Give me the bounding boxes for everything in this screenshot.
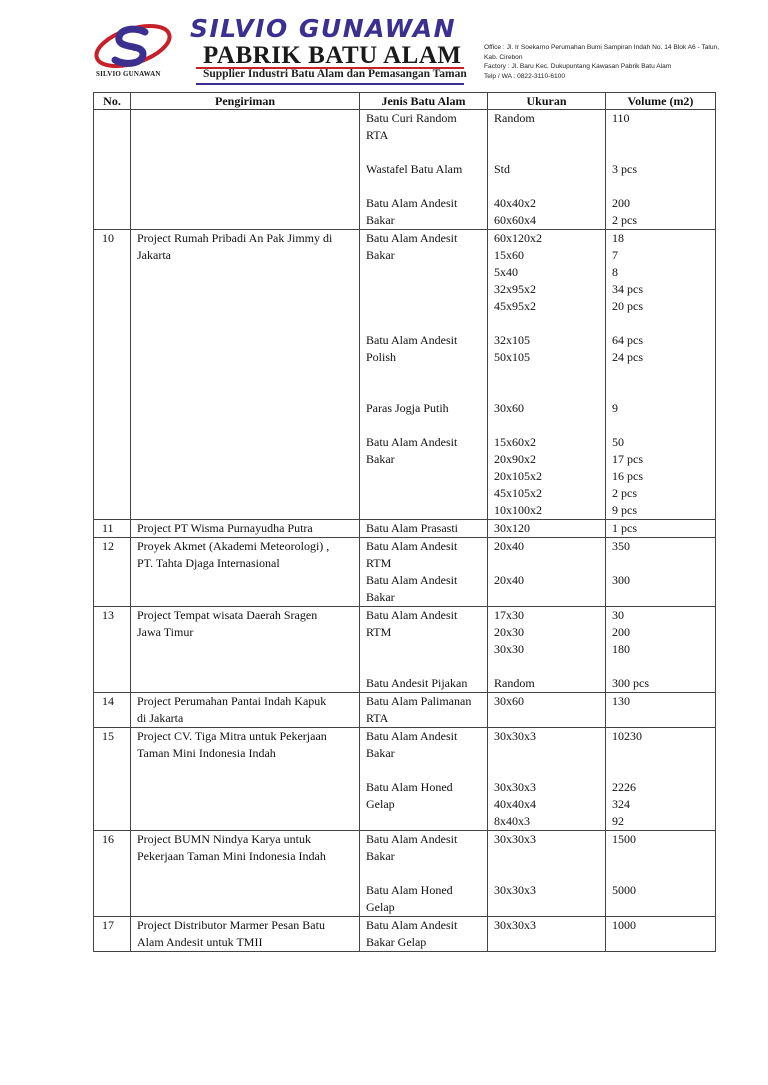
cell-pengiriman xyxy=(131,520,360,538)
table-row xyxy=(94,230,716,520)
cell-line: di Jakarta xyxy=(137,711,184,725)
logo-caption: SILVIO GUNAWAN xyxy=(96,70,161,78)
cell-line xyxy=(612,366,709,383)
cell-line: 92 xyxy=(612,814,624,828)
cell-line xyxy=(612,315,709,332)
cell-line xyxy=(366,178,481,195)
cell-line: 17x30 xyxy=(494,608,524,622)
brand-name: SILVIO GUNAWAN xyxy=(190,14,457,43)
cell-no: 10 xyxy=(94,230,131,520)
cell-line xyxy=(612,178,709,195)
cell-line: 32x105 xyxy=(494,333,530,347)
cell-no xyxy=(94,110,131,230)
cell-line: Std xyxy=(494,162,511,176)
cell-volume xyxy=(606,728,716,831)
cell-line: Random xyxy=(494,676,535,690)
delivery-table xyxy=(93,92,716,952)
cell-line xyxy=(366,281,481,298)
cell-line xyxy=(366,366,481,383)
cell-line: 20x40 xyxy=(494,539,524,553)
cell-line: 50x105 xyxy=(494,350,530,364)
cell-line: Batu Alam Prasasti xyxy=(366,521,458,535)
cell-line: Project Rumah Pribadi An Pak Jimmy di xyxy=(137,231,333,245)
cell-jenis xyxy=(360,917,488,952)
cell-line: 5000 xyxy=(612,883,636,897)
cell-pengiriman xyxy=(131,607,360,693)
cell-no: 16 xyxy=(94,831,131,917)
cell-line xyxy=(494,848,599,865)
cell-line xyxy=(612,144,709,161)
cell-line: 40x40x4 xyxy=(494,797,536,811)
cell-line xyxy=(366,144,481,161)
cell-line: Project Distributor Marmer Pesan Batu xyxy=(137,918,325,932)
cell-line: 34 pcs xyxy=(612,282,643,296)
cell-line: Bakar xyxy=(366,746,395,760)
column-header-jenis: Jenis Batu Alam xyxy=(360,93,488,110)
cell-line: Batu Alam Andesit xyxy=(366,573,458,587)
cell-line xyxy=(366,865,481,882)
cell-line xyxy=(612,848,709,865)
cell-line xyxy=(366,762,481,779)
cell-line xyxy=(494,658,599,675)
company-tagline: Supplier Industri Batu Alam dan Pemasangan Taman xyxy=(203,68,467,80)
table-row xyxy=(94,831,716,917)
cell-line: 8 xyxy=(612,265,618,279)
cell-line: 130 xyxy=(612,694,630,708)
cell-pengiriman xyxy=(131,110,360,230)
cell-line: 45x105x2 xyxy=(494,486,542,500)
cell-line xyxy=(494,762,599,779)
cell-line: Batu Alam Andesit xyxy=(366,231,458,245)
table-row xyxy=(94,693,716,728)
cell-line: 1 pcs xyxy=(612,521,637,535)
cell-line: 324 xyxy=(612,797,630,811)
cell-volume xyxy=(606,693,716,728)
cell-no: 17 xyxy=(94,917,131,952)
cell-line: Batu Alam Andesit xyxy=(366,333,458,347)
cell-line: Batu Alam Andesit xyxy=(366,729,458,743)
cell-line: 7 xyxy=(612,248,618,262)
cell-jenis xyxy=(360,728,488,831)
cell-line xyxy=(612,658,709,675)
cell-no: 13 xyxy=(94,607,131,693)
company-name: PABRIK BATU ALAM xyxy=(203,42,462,69)
cell-line: 5x40 xyxy=(494,265,518,279)
table-row xyxy=(94,728,716,831)
cell-ukuran xyxy=(488,831,606,917)
cell-line: Batu Curi Random xyxy=(366,111,457,125)
cell-line: 20x40 xyxy=(494,573,524,587)
cell-line xyxy=(366,417,481,434)
cell-line: 18 xyxy=(612,231,624,245)
cell-line: 50 xyxy=(612,435,624,449)
cell-jenis xyxy=(360,230,488,520)
address-line: Factory : Jl. Baru Kec. Dukupuntang Kawasan Pabrik Batu Alam xyxy=(484,63,672,71)
cell-line xyxy=(494,555,599,572)
cell-line: 30x120 xyxy=(494,521,530,535)
cell-line: Wastafel Batu Alam xyxy=(366,162,463,176)
cell-line: Pekerjaan Taman Mini Indonesia Indah xyxy=(137,849,326,863)
cell-line: 9 xyxy=(612,401,618,415)
cell-pengiriman xyxy=(131,230,360,520)
cell-line: 20 pcs xyxy=(612,299,643,313)
cell-line xyxy=(612,555,709,572)
cell-ukuran xyxy=(488,520,606,538)
cell-line: 1500 xyxy=(612,832,636,846)
cell-line: Bakar xyxy=(366,452,395,466)
cell-line: 2 pcs xyxy=(612,213,637,227)
cell-line: 20x90x2 xyxy=(494,452,536,466)
cell-line: 45x95x2 xyxy=(494,299,536,313)
cell-jenis xyxy=(360,538,488,607)
cell-line: Project Perumahan Pantai Indah Kapuk xyxy=(137,694,327,708)
cell-pengiriman xyxy=(131,693,360,728)
cell-line: Batu Alam Andesit xyxy=(366,918,458,932)
cell-line: 30x60 xyxy=(494,694,524,708)
cell-pengiriman xyxy=(131,728,360,831)
cell-line xyxy=(494,127,599,144)
cell-line: 8x40x3 xyxy=(494,814,530,828)
cell-ukuran xyxy=(488,538,606,607)
table-row xyxy=(94,607,716,693)
cell-line xyxy=(366,383,481,400)
cell-line: 20x30 xyxy=(494,625,524,639)
cell-line xyxy=(366,658,481,675)
cell-line: 3 pcs xyxy=(612,162,637,176)
cell-no: 14 xyxy=(94,693,131,728)
cell-line xyxy=(494,315,599,332)
cell-line: Taman Mini Indonesia Indah xyxy=(137,746,276,760)
cell-volume xyxy=(606,520,716,538)
cell-line: 60x60x4 xyxy=(494,213,536,227)
cell-line: Bakar xyxy=(366,213,395,227)
cell-line xyxy=(494,865,599,882)
cell-ukuran xyxy=(488,728,606,831)
cell-line xyxy=(612,762,709,779)
cell-line xyxy=(494,366,599,383)
cell-line: 15x60x2 xyxy=(494,435,536,449)
cell-line: Proyek Akmet (Akademi Meteorologi) , xyxy=(137,539,330,553)
column-header-pengiriman: Pengiriman xyxy=(131,93,360,110)
cell-line: Random xyxy=(494,111,535,125)
cell-line xyxy=(612,127,709,144)
cell-line: Project PT Wisma Purnayudha Putra xyxy=(137,521,313,535)
cell-line: 110 xyxy=(612,111,630,125)
cell-line: Jakarta xyxy=(137,248,171,262)
cell-line xyxy=(494,144,599,161)
cell-line: Batu Alam Andesit xyxy=(366,539,458,553)
cell-ukuran xyxy=(488,230,606,520)
cell-line: Gelap xyxy=(366,797,395,811)
cell-line xyxy=(494,383,599,400)
header-rule-blue xyxy=(196,83,464,85)
cell-pengiriman xyxy=(131,831,360,917)
cell-line: 40x40x2 xyxy=(494,196,536,210)
table-header-row xyxy=(94,93,716,110)
company-logo-icon xyxy=(93,22,175,72)
cell-line: Gelap xyxy=(366,900,395,914)
cell-line: 30x30x3 xyxy=(494,780,536,794)
cell-line: Batu Alam Honed xyxy=(366,780,453,794)
cell-line: Bakar xyxy=(366,849,395,863)
company-address xyxy=(484,43,764,81)
table-row xyxy=(94,538,716,607)
cell-line: 200 xyxy=(612,196,630,210)
cell-line xyxy=(612,417,709,434)
cell-line xyxy=(494,178,599,195)
cell-volume xyxy=(606,607,716,693)
cell-pengiriman xyxy=(131,538,360,607)
cell-line: RTA xyxy=(366,711,389,725)
cell-line: 1000 xyxy=(612,918,636,932)
cell-line: 180 xyxy=(612,642,630,656)
cell-line: 30x30x3 xyxy=(494,918,536,932)
cell-line: 30x30x3 xyxy=(494,832,536,846)
cell-line: 10x100x2 xyxy=(494,503,542,517)
cell-line: 30x60 xyxy=(494,401,524,415)
cell-line: Bakar xyxy=(366,590,395,604)
cell-line: 17 pcs xyxy=(612,452,643,466)
cell-line: RTM xyxy=(366,556,392,570)
cell-line: PT. Tahta Djaga Internasional xyxy=(137,556,280,570)
column-header-ukuran: Ukuran xyxy=(488,93,606,110)
cell-line: Batu Alam Andesit xyxy=(366,832,458,846)
cell-no: 12 xyxy=(94,538,131,607)
cell-line xyxy=(612,865,709,882)
cell-line: 32x95x2 xyxy=(494,282,536,296)
table-row xyxy=(94,110,716,230)
cell-line: Jawa Timur xyxy=(137,625,194,639)
cell-line xyxy=(366,315,481,332)
cell-ukuran xyxy=(488,110,606,230)
cell-line xyxy=(494,417,599,434)
cell-line: 30x30 xyxy=(494,642,524,656)
cell-line: Project BUMN Nindya Karya untuk xyxy=(137,832,311,846)
cell-jenis xyxy=(360,693,488,728)
cell-line: RTM xyxy=(366,625,392,639)
cell-line: 24 pcs xyxy=(612,350,643,364)
cell-jenis xyxy=(360,110,488,230)
cell-volume xyxy=(606,831,716,917)
cell-line: 60x120x2 xyxy=(494,231,542,245)
cell-ukuran xyxy=(488,607,606,693)
cell-no: 15 xyxy=(94,728,131,831)
cell-line xyxy=(612,745,709,762)
cell-line: 16 pcs xyxy=(612,469,643,483)
cell-line: 20x105x2 xyxy=(494,469,542,483)
cell-volume xyxy=(606,917,716,952)
cell-line: Bakar Gelap xyxy=(366,935,427,949)
cell-line: Paras Jogja Putih xyxy=(366,401,449,415)
cell-line: Batu Alam Andesit xyxy=(366,196,458,210)
cell-line: 30x30x3 xyxy=(494,883,536,897)
cell-line: 30x30x3 xyxy=(494,729,536,743)
table-row xyxy=(94,520,716,538)
cell-line xyxy=(494,745,599,762)
cell-line: 200 xyxy=(612,625,630,639)
cell-line xyxy=(366,641,481,658)
cell-pengiriman xyxy=(131,917,360,952)
cell-line: Bakar xyxy=(366,248,395,262)
cell-line xyxy=(366,264,481,281)
cell-jenis xyxy=(360,831,488,917)
cell-line: Polish xyxy=(366,350,397,364)
address-line: Office : Jl. Ir Soekarno Perumahan Bumi Sampiran Indah No. 14 Blok A6 - Talun, xyxy=(484,44,720,51)
table-row xyxy=(94,917,716,952)
cell-line: Project CV. Tiga Mitra untuk Pekerjaan xyxy=(137,729,327,743)
cell-line: 15x60 xyxy=(494,248,524,262)
cell-line: Batu Alam Honed xyxy=(366,883,453,897)
cell-line: Batu Alam Palimanan xyxy=(366,694,472,708)
column-header-no: No. xyxy=(94,93,131,110)
cell-line: Project Tempat wisata Daerah Sragen xyxy=(137,608,318,622)
cell-line: 300 xyxy=(612,573,630,587)
cell-line: Batu Andesit Pijakan xyxy=(366,676,468,690)
table-body xyxy=(94,110,716,952)
cell-line: Alam Andesit untuk TMII xyxy=(137,935,263,949)
cell-volume xyxy=(606,230,716,520)
cell-jenis xyxy=(360,520,488,538)
cell-line: 9 pcs xyxy=(612,503,637,517)
cell-line xyxy=(366,298,481,315)
cell-line: 2226 xyxy=(612,780,636,794)
cell-line: RTA xyxy=(366,128,389,142)
svg-text:S: S xyxy=(132,47,136,52)
address-line: Kab. Cirebon xyxy=(484,53,523,61)
column-header-volume: Volume (m2) xyxy=(606,93,716,110)
cell-jenis xyxy=(360,607,488,693)
cell-line: 350 xyxy=(612,539,630,553)
cell-line: 2 pcs xyxy=(612,486,637,500)
cell-line xyxy=(612,383,709,400)
address-line: Telp / WA : 0822-3110-6100 xyxy=(484,72,566,80)
cell-no: 11 xyxy=(94,520,131,538)
cell-line: Batu Alam Andesit xyxy=(366,608,458,622)
cell-line: 64 pcs xyxy=(612,333,643,347)
cell-line: Batu Alam Andesit xyxy=(366,435,458,449)
cell-volume xyxy=(606,110,716,230)
cell-ukuran xyxy=(488,917,606,952)
cell-line: 30 xyxy=(612,608,624,622)
cell-volume xyxy=(606,538,716,607)
cell-line: 300 pcs xyxy=(612,676,649,690)
cell-line: 10230 xyxy=(612,729,642,743)
cell-ukuran xyxy=(488,693,606,728)
